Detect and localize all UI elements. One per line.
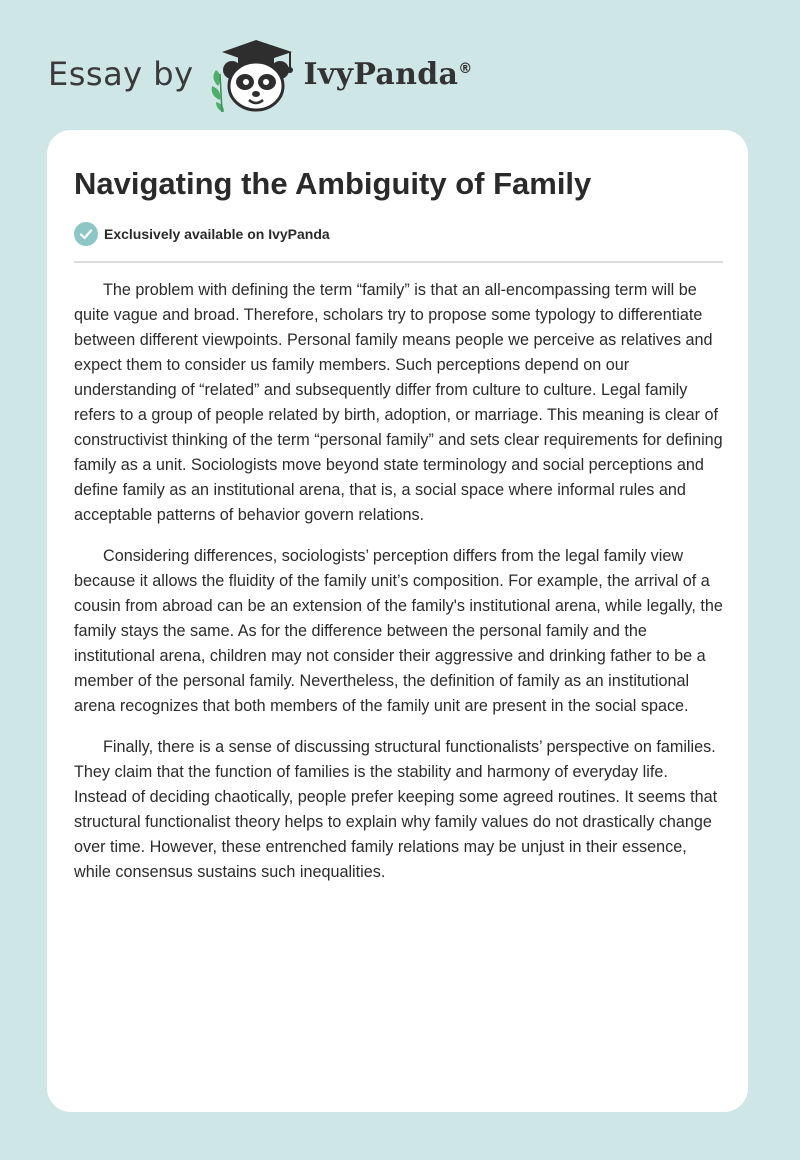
exclusive-badge xyxy=(74,222,330,246)
registered-mark: ® xyxy=(458,60,473,77)
check-icon xyxy=(74,222,98,246)
essay-by-label: Essay by xyxy=(48,55,194,93)
essay-card xyxy=(47,130,748,1112)
paragraph: Considering differences, sociologists’ perception differs from the legal family view because it allows the fluidity of the family unit’s composition. For example, the arrival of a cousin from abroad can be an extension of the family's institutional arena, while legally, the family stays the same. As for the difference between the personal family and the institutional arena, children may not consider their aggressive and drinking father to be a member of the personal family. Nevertheless, the definition of family as an institutional arena recognizes that both members of the family unit are present in the social space. xyxy=(74,547,723,715)
brand-name[interactable]: IvyPanda® xyxy=(303,56,473,92)
panda-logo-icon[interactable] xyxy=(208,34,298,114)
essay-body xyxy=(74,278,724,901)
paragraph: Finally, there is a sense of discussing structural functionalists’ perspective on families. They claim that the function of families is the stability and harmony of everyday life. Instead of deciding chaotically, people prefer keeping some agreed routines. It seems that structural functionalist theory helps to explain why family values do not drastically change over time. However, these entrenched family relations may be unjust in their essence, while consensus sustains such inequalities. xyxy=(74,738,718,881)
page-title: Navigating the Ambiguity of Family xyxy=(74,166,592,201)
divider xyxy=(74,261,723,263)
site-header xyxy=(48,34,473,114)
exclusive-label: Exclusively available on IvyPanda xyxy=(104,226,330,242)
paragraph: The problem with defining the term “family” is that an all-encompassing term will be quite vague and broad. Therefore, scholars try to propose some typology to differentiate between different viewpoints. Personal family means people we perceive as relatives and expect them to consider us family members. Such perceptions depend on our understanding of “related” and subsequently differ from culture to culture. Legal family refers to a group of people related by birth, adoption, or marriage. This meaning is clear of constructivist thinking of the term “personal family” and sets clear requirements for defining family as a unit. Sociologists move beyond state terminology and social perceptions and define family as an institutional arena, that is, a social space where informal rules and acceptable patterns of behavior govern relations. xyxy=(74,281,723,524)
